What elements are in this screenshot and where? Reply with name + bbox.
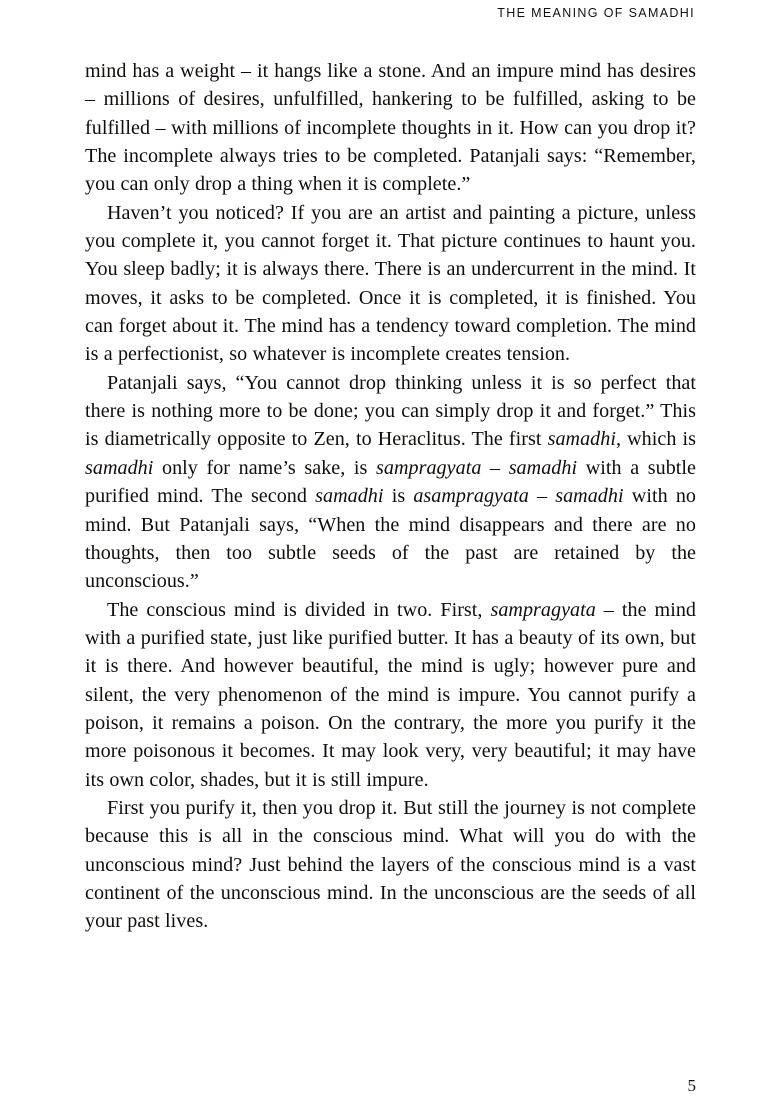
paragraph: mind has a weight – it hangs like a stone. And an impure mind has desires – millions of desires, unfulfilled, hankering to be fulfilled, asking to be fulfilled – with millions of incomplete thoughts in it. How can you drop it? The incomplete always tries to be completed. Patanjali says: “Remember, you can only drop a thing when it is complete.” <box>85 60 696 196</box>
page-number: 5 <box>687 1076 696 1095</box>
paragraph: First you purify it, then you drop it. But still the journey is not complete because this is all in the conscious mind. What will you do with the unconscious mind? Just behind the layers of the conscious mind is a vast continent of the unconscious mind. In the unconscious are the seeds of all your past lives. <box>85 796 696 933</box>
body-text-block <box>85 57 696 936</box>
paragraph: Patanjali says, “You cannot drop thinking unless it is so perfect that there is nothing more to be done; you can simply drop it and forget.” This is diametrically opposite to Zen, to Heraclitus. The first samadhi, which is samadhi only for name’s sake, is sampragyata – samadhi with a subtle purified mind. The second samadhi is asampragyata – samadhi with no mind. But Patanjali says, “When the mind disappears and there are no thoughts, then too subtle seeds of the past are retained by the unconscious.” <box>85 371 696 593</box>
paragraph: The conscious mind is divided in two. First, sampragyata – the mind with a purified state, just like purified butter. It has a beauty of its own, but it is there. And however beautiful, the mind is ugly; however pure and silent, the very phenomenon of the mind is impure. You cannot purify a poison, it remains a poison. On the contrary, the more you purify it the more poisonous it becomes. It may look very, very beautiful; it may have its own color, shades, but it is still impure. <box>85 598 696 791</box>
paragraph: Haven’t you noticed? If you are an artist and painting a picture, unless you complete it, you cannot forget it. That picture continues to haunt you. You sleep badly; it is always there. There is an undercurrent in the mind. It moves, it asks to be completed. Once it is completed, it is finished. You can forget about it. The mind has a tendency toward completion. The mind is a perfectionist, so whatever is incomplete creates tension. <box>85 201 696 366</box>
running-head: THE MEANING OF SAMADHI <box>497 6 695 20</box>
